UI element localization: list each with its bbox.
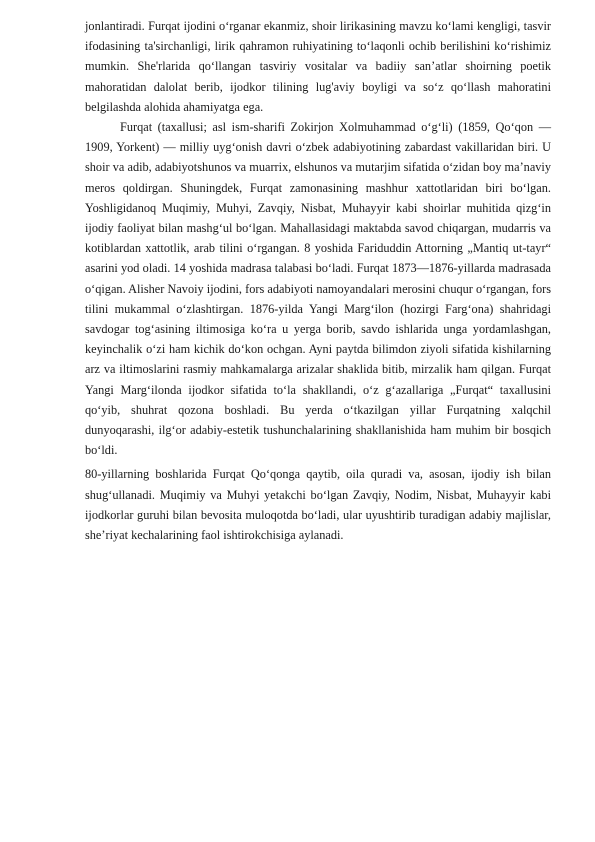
paragraph-intro: jonlantiradi. Furqat ijodini o‘rganar ekanmiz, shoir lirikasining mavzu ko‘lami kengligi, tasvir ifodasining ta'sirchanligi, lirik qahramon ruhiyatining to‘laqonli ochib berilishini ko‘rishimiz mumkin. She'rlarida qo‘llangan tasviriy vositalar va badiiy san’atlar shoirning poetik mahoratidan dalolat berib, ijodkor tilining lug'aviy boyligi va so‘z qo‘llash mahoratini belgilashda alohida ahamiyatga ega. [85, 19, 551, 114]
paragraph-return-to-kokand: 80-yillarning boshlarida Furqat Qo‘qonga qaytib, oila quradi va, asosan, ijodiy ish bilan shug‘ullanadi. Muqimiy va Muhyi yetakchi bo‘lgan Zavqiy, Nodim, Nisbat, Muhayyir kabi ijodkorlar guruhi bilan bevosita muloqotda bo‘ladi, ular uyushtirib turadigan adabiy majlislar, she’riyat kechalarining faol ishtirokchisiga aylanadi. [85, 467, 551, 543]
paragraph-furqat-biography: Furqat (taxallusi; asl ism-sharifi Zokirjon Xolmuhammad o‘g‘li) (1859, Qo‘qon —1909, Yorkent) — milliy uyg‘onish davri o‘zbek adabiyotining zabardast vakillaridan biri. U shoir va adib, adabiyotshunos va muarrix, elshunos va mutarjim sifatida o‘zidan boy ma’naviy meros qoldirgan. Shuningdek, Furqat zamonasining mashhur xattotlaridan biri bo‘lgan. Yoshligidanoq Muqimiy, Muhyi, Zavqiy, Nisbat, Muhayyir kabi shoirlar muhitida qizg‘in ijodiy faoliyat bilan mashg‘ul bo‘lgan. Mahallasidagi maktabda savod chiqargan, mudarris va kotiblardan xattotlik, arab tilini o‘rgangan. 8 yoshida Fariduddin Attorning „Mantiq ut-tayr“ asarini yod oladi. 14 yoshida madrasa talabasi bo‘ladi. Furqat 1873—1876-yillarda madrasada o‘qigan. Alisher Navoiy ijodini, fors adabiyoti namoyandalari merosini chuqur o‘rgangan, fors tilini mukammal o‘zlashtirgan. 1876-yilda Yangi Marg‘ilon (hozirgi Farg‘ona) shahridagi savdogar tog‘asining iltimosiga ko‘ra u yerga borib, savdo ishlarida unga yordamlashgan, keyinchalik o‘zi ham kichik do‘kon ochgan. Ayni paytda bilimdon ziyoli sifatida kishilarning arz va iltimoslarini rasmiy mahkamalarga arizalar shaklida bitib, mirzalik ham qilgan. Furqat Yangi Marg‘ilonda ijodkor sifatida to‘la shakllandi, o‘z g‘azallariga „Furqat“ taxallusini qo‘yib, shuhrat qozona boshladi. Bu yerda o‘tkazilgan yillar Furqatning xalqchil dunyoqarashi, ilg‘or adabiy-estetik tushunchalarining shakllanishida ham muhim bir bosqich bo‘ldi. [85, 120, 551, 458]
document-page [85, 16, 551, 545]
